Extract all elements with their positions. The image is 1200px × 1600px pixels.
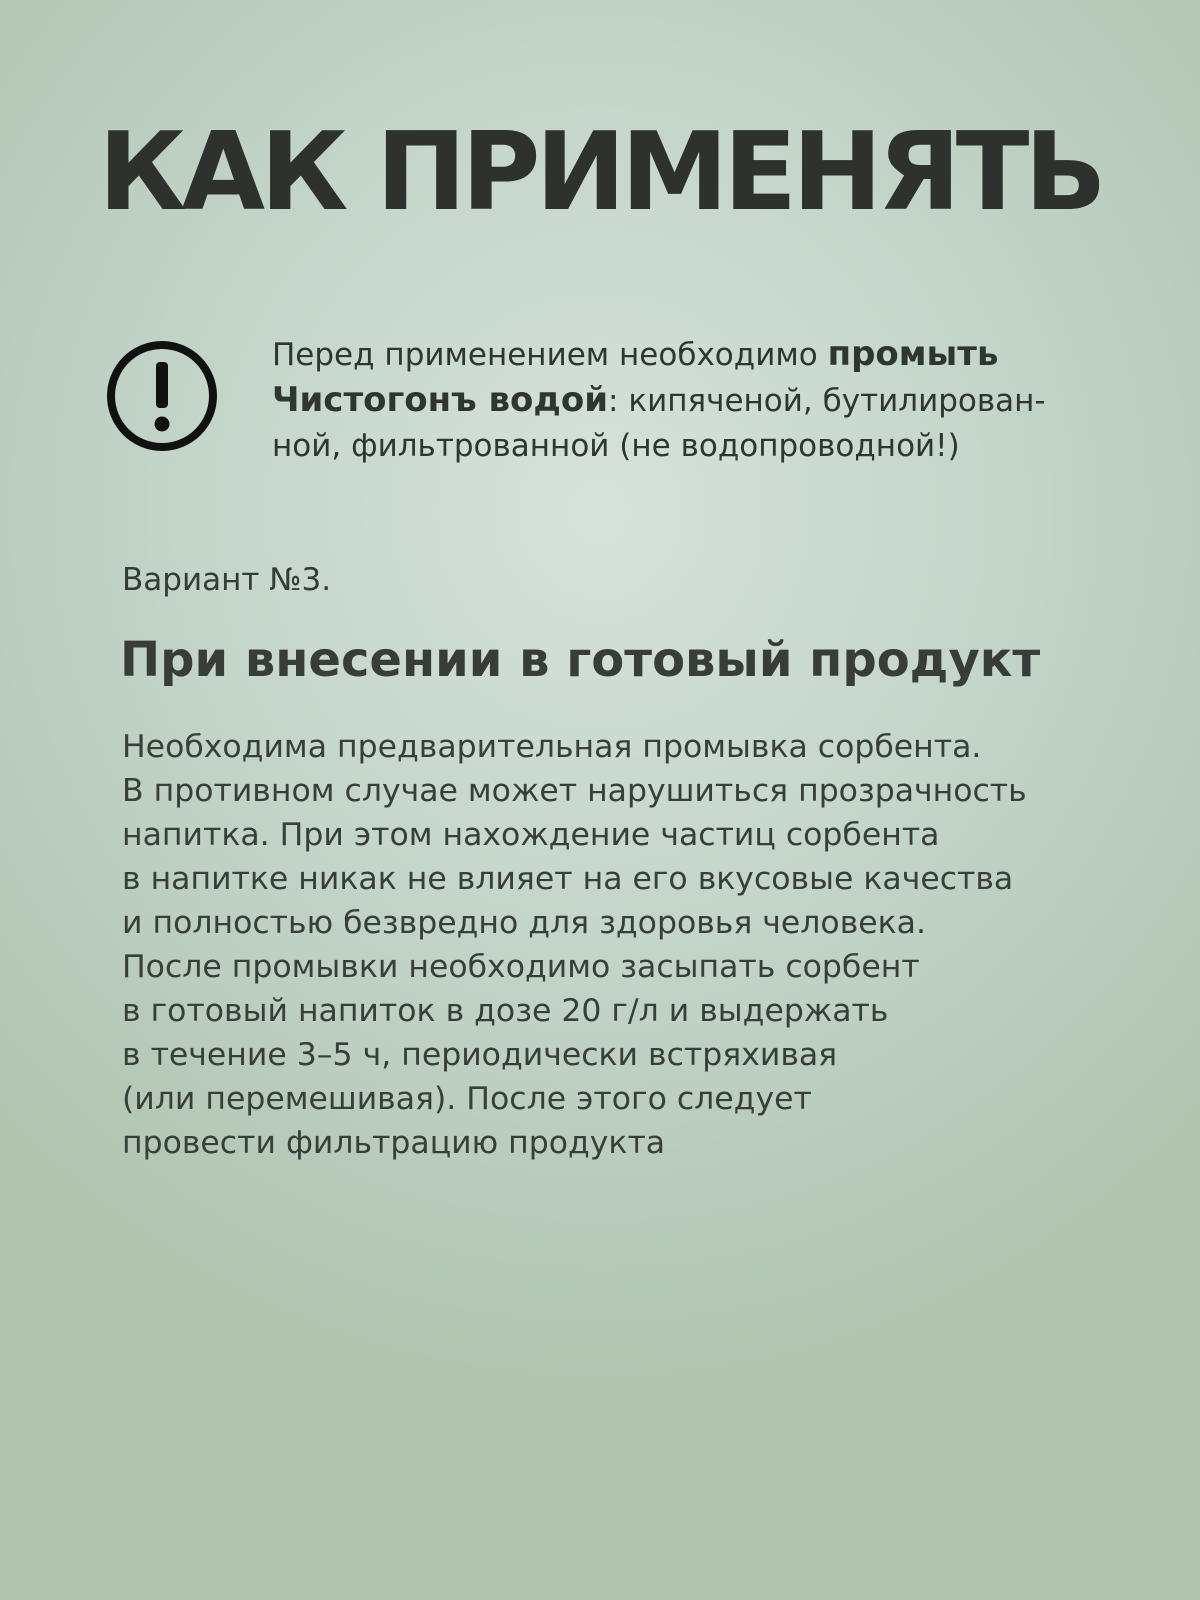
instruction-line: Необходима предварительная промывка сорбента. [122,729,982,765]
instruction-line: провести фильтрацию продукта [122,1125,666,1161]
instruction-line: (или перемешивая). После этого следует [122,1081,812,1117]
exclamation-circle-icon [106,340,218,452]
instructions-text [122,725,1122,1165]
page-title: КАК ПРИМЕНЯТЬ [98,110,1102,235]
warning-line-2: Чистогонъ водой: кипяченой, бутилирован- [272,380,1046,420]
section-title: При внесении в готовый продукт [120,632,1041,688]
instruction-line: в течение 3–5 ч, периодически встряхивая [122,1037,838,1073]
variant-label: Вариант №3. [122,562,332,598]
instruction-line: напитка. При этом нахождение частиц сорбента [122,817,940,853]
instruction-line: в напитке никак не влияет на его вкусовые качества [122,861,1014,897]
warning-line-1: Перед применением необходимо промыть [272,334,999,374]
warning-text [272,332,1132,469]
instruction-line: в готовый напиток в дозе 20 г/л и выдержать [122,993,889,1029]
instruction-line: После промывки необходимо засыпать сорбент [122,949,920,985]
warning-line-3: ной, фильтрованной (не водопроводной!) [272,428,960,464]
instruction-line: В противном случае может нарушиться прозрачность [122,773,1027,809]
instruction-line: и полностью безвредно для здоровья человека. [122,905,926,941]
warning-emphasis-product: Чистогонъ водой [272,380,609,420]
warning-emphasis-rinse: промыть [827,334,999,374]
